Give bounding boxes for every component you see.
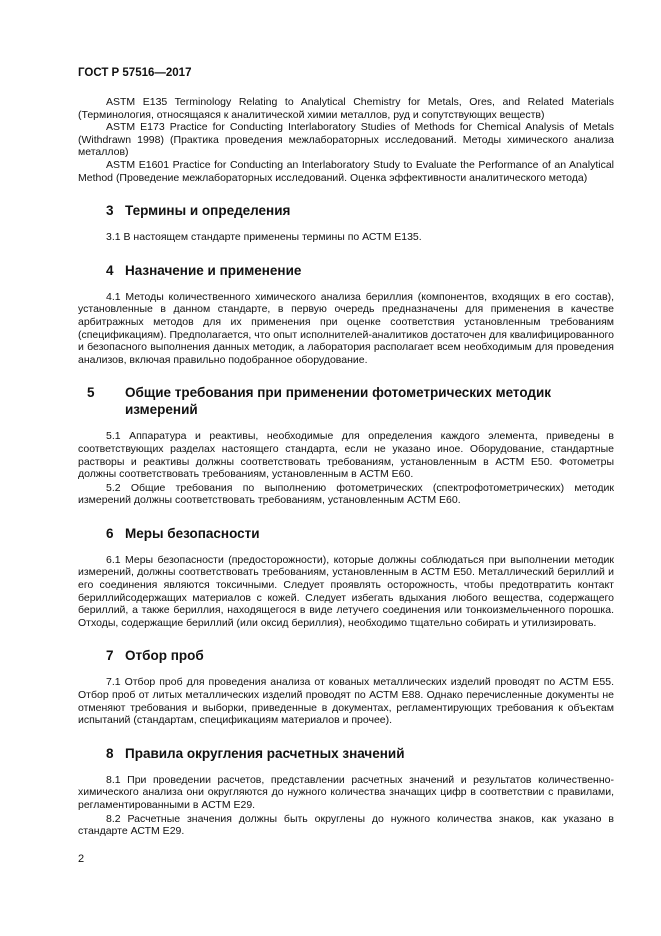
paragraph: 5.2 Общие требования по выполнению фотометрических (спектрофотометрических) методик измерений должны соответствовать требованиям, установленным АСТМ Е60. [78, 481, 614, 507]
reference-item: ASTM E1601 Practice for Conducting an Interlaboratory Study to Evaluate the Performance of an Analytical Method (Проведение межлабораторных исследований. Оценка эффективности аналитического метода) [78, 158, 614, 184]
section-number: 6 [106, 525, 114, 541]
paragraph: 8.2 Расчетные значения должны быть округлены до нужного количества знаков, как указано в стандарте АСТМ Е29. [78, 812, 614, 838]
section-heading [78, 262, 614, 279]
section-heading [78, 525, 614, 542]
section-number: 5 [87, 385, 95, 401]
section-number: 3 [106, 203, 114, 219]
section-4 [78, 262, 614, 367]
page-body [78, 96, 614, 838]
section-title: Правила округления расчетных значений [125, 745, 405, 761]
section-title: Отбор проб [125, 648, 204, 664]
section-7 [78, 647, 614, 726]
paragraph: 7.1 Отбор проб для проведения анализа от кованых металлических изделий проводят по АСТМ Е55. Отбор проб от литых металлических изделий проводят по АСТМ Е88. Однако перечисленные документы не отменяют требования и выборки, приведенные в документах, регламентирующих требования к объектам испытаний (стандартам, спецификациям материалов и прочее). [78, 676, 614, 727]
section-title: Меры безопасности [125, 525, 260, 541]
paragraph: 5.1 Аппаратура и реактивы, необходимые для определения каждого элемента, приведены в соответствующих разделах настоящего стандарта, если не указано иное. Оборудование, стандартные растворы и реактивы должны соответствовать требованиям, установленным в АСТМ Е50. Фотометры должны соответствовать требованиям, установленным в АСТМ Е60. [78, 430, 614, 481]
paragraph: 3.1 В настоящем стандарте применены термины по АСТМ Е135. [106, 231, 422, 244]
section-heading [78, 647, 614, 664]
section-number: 7 [106, 648, 114, 664]
section-8 [78, 745, 614, 838]
section-number: 4 [106, 262, 114, 278]
section-title: Назначение и применение [125, 262, 302, 278]
section-5 [78, 384, 614, 507]
section-title: Термины и определения [125, 203, 291, 219]
paragraph: 6.1 Меры безопасности (предосторожности), которые должны соблюдаться при выполнении методик измерений, должны соответствовать требованиям, установленным в АСТМ Е50. Металлический бериллий и его соединения являются токсичными. Следует проявлять осторожность, чтобы предотвратить контакт бериллийсодержащих материалов с кожей. Следует избегать вдыхания любого вещества, содержащего бериллий, а также бериллия, находящегося в виде летучего соединения или тонкоизмельченного порошка. Отходы, содержащие бериллий (или оксид бериллия), необходимо тщательно собирать и утилизировать. [78, 553, 614, 629]
normative-references [78, 96, 614, 184]
section-6 [78, 525, 614, 630]
page-number: 2 [78, 853, 85, 865]
paragraph: 8.1 При проведении расчетов, представлении расчетных значений и результатов количественно-химического анализа они округляются до нужного количества значащих цифр в соответствии с правилами, регламентированными в АСТМ Е29. [78, 773, 614, 811]
section-heading [78, 745, 614, 762]
section-heading [78, 384, 614, 418]
reference-item: ASTM E135 Terminology Relating to Analytical Chemistry for Metals, Ores, and Related Materials (Терминология, относящаяся к аналитической химии металлов, руд и сопутствующих веществ) [78, 96, 614, 121]
section-number: 8 [106, 745, 114, 761]
paragraph: 4.1 Методы количественного химического анализа бериллия (компонентов, входящих в его состав), установленные в данном стандарте, в первую очередь предназначены для применения в качестве арбитражных методов для их применения при оценке соответствия установленным требованиям (спецификациям). Предполагается, что опыт исполнителей-аналитиков достаточен для квалифицированного и безопасного выполнения данных методик, а лаборатория располагает всем необходимым для проведения анализов, включая правильно подобранное оборудование. [78, 290, 614, 366]
document-header: ГОСТ Р 57516—2017 [78, 67, 192, 79]
section-3 [78, 202, 614, 244]
reference-item: ASTM E173 Practice for Conducting Interlaboratory Studies of Methods for Chemical Analysis of Metals (Withdrawn 1998) (Практика проведения межлабораторных исследований. Методы химического анализа металлов) [78, 121, 614, 159]
section-title: Общие требования при применении фотометрических методик измерений [125, 385, 552, 418]
section-heading [78, 202, 614, 219]
